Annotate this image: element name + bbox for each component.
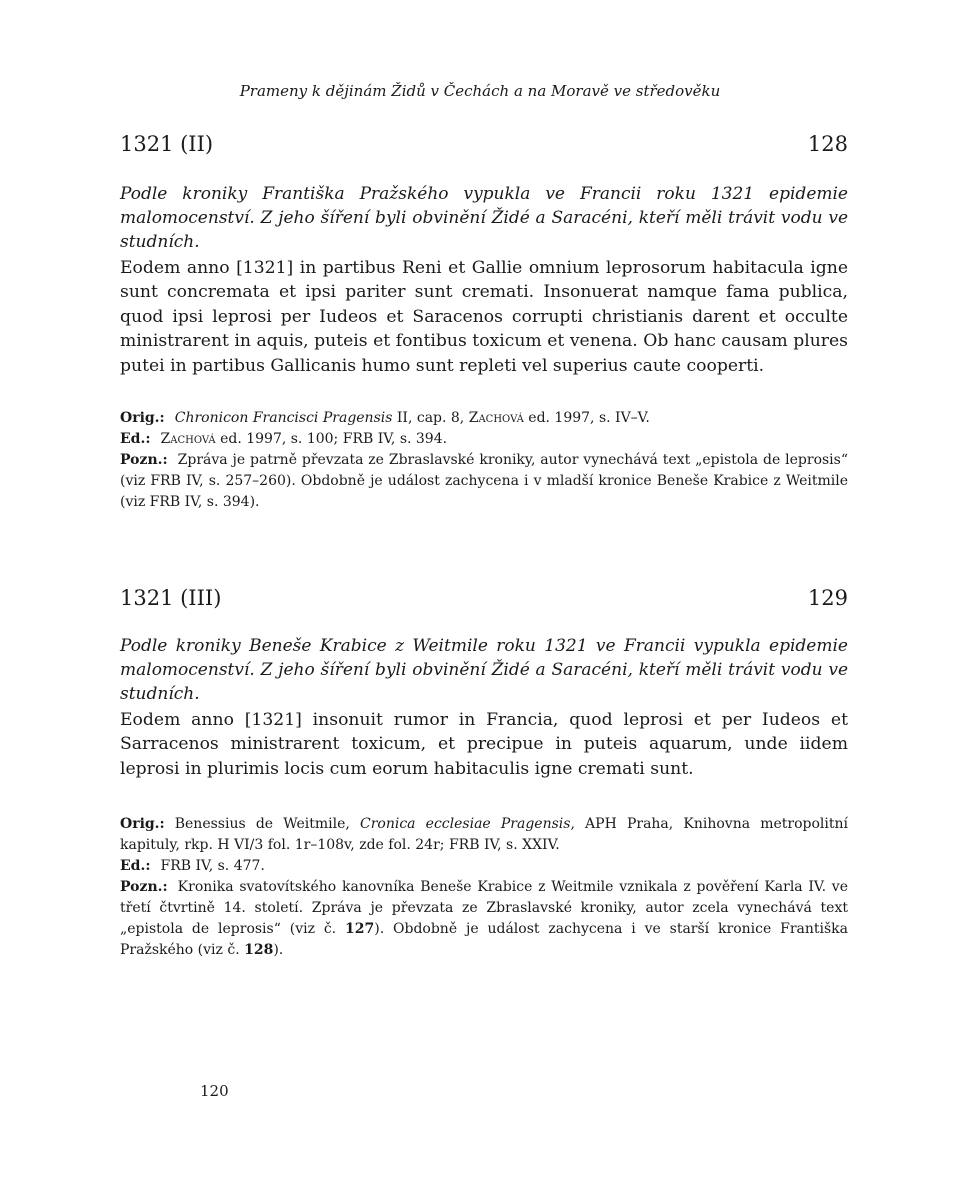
entry-129 [120,584,848,612]
entry-128 [120,130,848,158]
apparatus [120,408,848,513]
commentary-note: Pozn.: Zpráva je patrně převzata ze Zbraslavské kroniky, autor vynechává text „epistola de leprosis“ (viz FRB IV, s. 257–260). Obdobně je událost zachycena i v mladší kronice Beneše Krabice z Weitmile (viz FRB IV, s. 394). [120,452,848,510]
entry-date: 1321 (III) [120,586,222,610]
cross-reference: 127 [345,921,375,937]
latin-text: Eodem anno [1321] in partibus Reni et Gallie omnium leprosorum habitacula igne sunt concremata et ipsi pariter sunt cremati. Insonuerat namque fama publica, quod ipsi leprosi per Iudeos et Saracenos corrupti christianis darent et occulte ministrarent in aquis, puteis et fontibus toxicum et venena. Ob hanc causam plures putei in partibus Gallicanis humo sunt repleti vel superius caute cooperti. [120,258,848,376]
entry-heading [120,130,848,158]
entry-number: 128 [807,132,848,156]
running-head: Prameny k dějinám Židů v Čechách a na Moravě ve středověku [239,82,721,100]
cross-reference: 128 [244,942,274,958]
edition-note: Ed.: Zachová ed. 1997, s. 100; FRB IV, s. 394. [120,431,448,447]
entry-summary: Podle kroniky Beneše Krabice z Weitmile roku 1321 ve Francii vypukla epidemie malomocenství. Z jeho šíření byli obvinění Židé a Saracéni, kteří měli trávit vodu ve studních. [120,636,848,704]
edition-note: Ed.: FRB IV, s. 477. [120,858,265,874]
orig-note: Orig.: Benessius de Weitmile, Cronica ecclesiae Pragensis, APH Praha, Knihovna metropolitní kapituly, rkp. H VI/3 fol. 1r–108v, zde fol. 24r; FRB IV, s. XXIV. [120,816,848,853]
entry-heading [120,584,848,612]
entry-date: 1321 (II) [120,132,214,156]
apparatus [120,814,848,961]
page-number: 120 [200,1082,229,1100]
entry-summary: Podle kroniky Františka Pražského vypukla ve Francii roku 1321 epidemie malomocenství. Z jeho šíření byli obvinění Židé a Saracéni, kteří měli trávit vodu ve studních. [120,184,848,252]
entry-number: 129 [807,586,848,610]
commentary-note: Pozn.: Kronika svatovítského kanovníka Beneše Krabice z Weitmile vznikala z pověření Karla IV. ve třetí čtvrtině 14. století. Zpráva je převzata ze Zbraslavské kroniky, autor zcela vynechává text „epistola de leprosis“ (viz č. 127). Obdobně je událost zachycena i ve starší kronice Františka Pražského (viz č. 128). [120,879,849,958]
orig-note: Orig.: Chronicon Francisci Pragensis II, cap. 8, Zachová ed. 1997, s. IV–V. [120,410,650,426]
latin-text: Eodem anno [1321] insonuit rumor in Francia, quod leprosi et per Iudeos et Sarracenos ministrarent toxicum, et precipue in puteis aquarum, unde iidem leprosi in plurimis locis cum eorum habitaculis igne cremati sunt. [120,710,848,779]
